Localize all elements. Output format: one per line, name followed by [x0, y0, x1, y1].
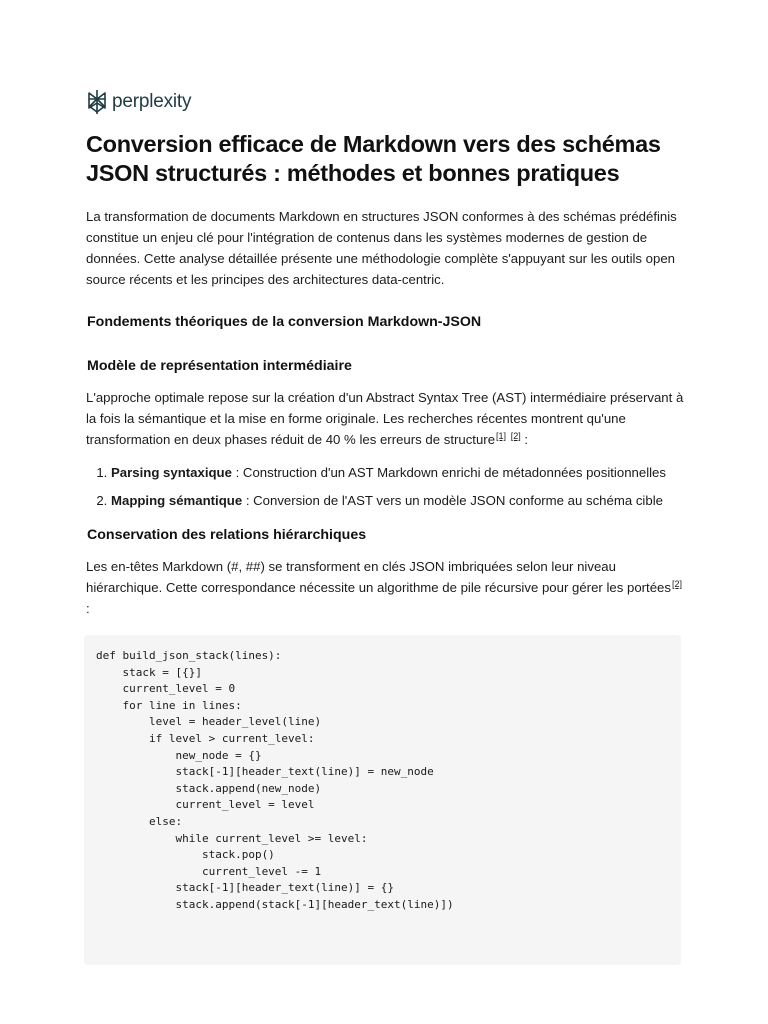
- list-item: [111, 490, 686, 511]
- code-line: current_level = level: [96, 798, 315, 812]
- code-line: def build_json_stack(lines):: [96, 649, 282, 662]
- code-line: for line in lines:: [96, 698, 242, 712]
- page-title: Conversion efficace de Markdown vers des schémas JSON structurés : méthodes et bonnes pratiques: [86, 131, 661, 186]
- step-text: : Conversion de l'AST vers un modèle JSON conforme au schéma cible: [242, 493, 663, 508]
- code-block: [84, 635, 681, 965]
- code-line: stack.pop(): [96, 848, 275, 862]
- code-line: stack.append(new_node): [96, 781, 322, 795]
- brand-logo: [86, 88, 686, 116]
- citation-link-2[interactable]: [2]: [510, 431, 521, 441]
- conservation-paragraph-tail: :: [86, 601, 90, 616]
- conservation-paragraph: [86, 556, 686, 619]
- modele-paragraph: [86, 387, 686, 450]
- code-line: else:: [96, 814, 183, 828]
- section-heading-fondements: Fondements théoriques de la conversion Markdown-JSON: [87, 314, 482, 330]
- steps-list: [86, 462, 686, 511]
- brand-name: perplexity: [112, 91, 192, 112]
- code-line: current_level -= 1: [96, 864, 322, 878]
- subsection-heading-modele: Modèle de représentation intermédiaire: [87, 358, 352, 374]
- conservation-paragraph-text: Les en-têtes Markdown (#, ##) se transforment en clés JSON imbriquées selon leur niveau hiérarchique. Cette correspondance nécessite un algorithme de pile récursive pour gérer les portées: [86, 559, 671, 595]
- step-term: Parsing syntaxique: [111, 465, 232, 480]
- code-line: new_node = {}: [96, 748, 262, 762]
- subsection-heading-conservation: Conservation des relations hiérarchiques: [87, 527, 367, 543]
- modele-paragraph-tail: :: [520, 432, 529, 447]
- citation-link-2[interactable]: [2]: [671, 579, 682, 589]
- intro-paragraph: La transformation de documents Markdown en structures JSON conformes à des schémas prédéfinis constitue un enjeu clé pour l'intégration de contenus dans les systèmes modernes de gestion de données. Cette analyse détaillée présente une méthodologie complète s'appuyant sur les outils open source récents et les principes des architectures data-centric.: [86, 209, 677, 287]
- list-item: [111, 462, 686, 483]
- code-line: current_level = 0: [96, 682, 236, 696]
- perplexity-logo-icon: [86, 89, 108, 115]
- code-line: stack.append(stack[-1][header_text(line)]): [96, 897, 454, 911]
- step-text: : Construction d'un AST Markdown enrichi de métadonnées positionnelles: [231, 465, 666, 480]
- code-line: while current_level >= level:: [96, 831, 368, 845]
- code-line: stack[-1][header_text(line)] = {}: [96, 881, 395, 895]
- code-line: stack = [{}]: [96, 665, 202, 679]
- code-line: if level > current_level:: [96, 731, 315, 745]
- step-term: Mapping sémantique: [111, 493, 243, 508]
- citation-link-1[interactable]: [1]: [496, 431, 507, 441]
- document-page: [86, 88, 686, 965]
- code-line: level = header_level(line): [96, 715, 322, 729]
- modele-paragraph-text: L'approche optimale repose sur la création d'un Abstract Syntax Tree (AST) intermédiaire préservant à la fois la sémantique et la mise en forme originale. Les recherches récentes montrent qu'une transformation en deux phases réduit de 40 % les erreurs de structure: [86, 390, 684, 447]
- code-line: stack[-1][header_text(line)] = new_node: [96, 765, 434, 779]
